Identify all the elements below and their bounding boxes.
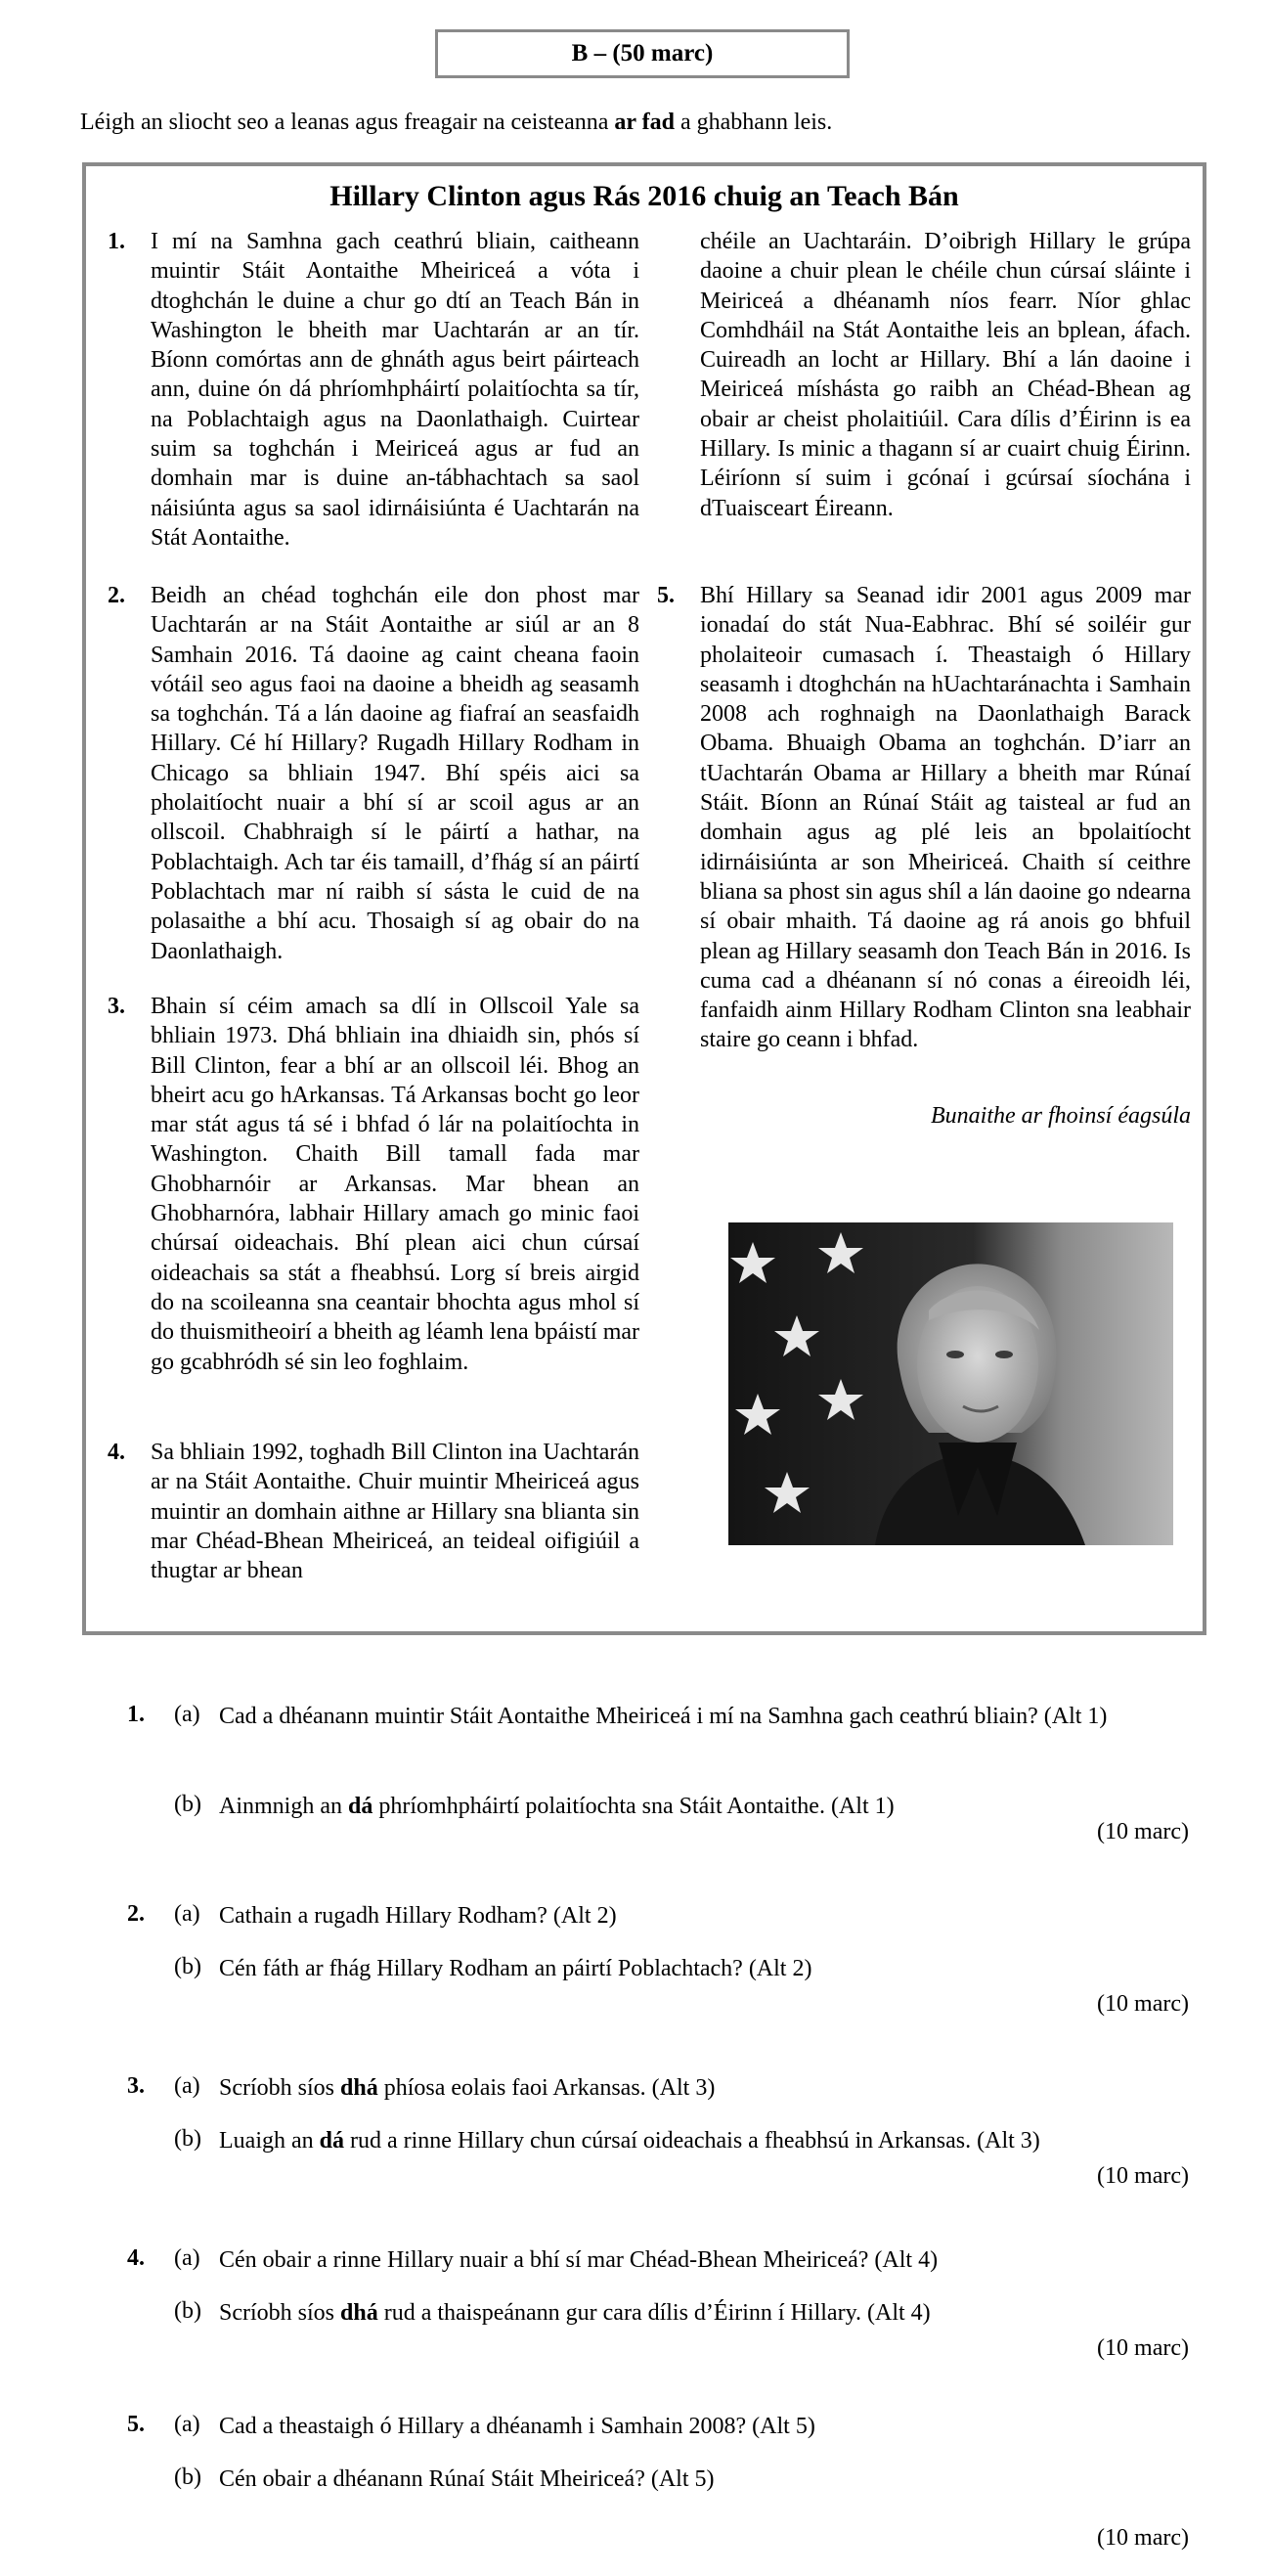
question-5b-text: Cén obair a dhéanann Rúnaí Stáit Mheiriceá? (Alt 5): [219, 2466, 715, 2492]
question-part-label: (b): [174, 1954, 201, 1979]
question-marks: (10 marc): [1097, 2335, 1189, 2361]
question-number: 4.: [127, 2245, 145, 2271]
question-5a-text: Cad a theastaigh ó Hillary a dhéanamh i Samhain 2008? (Alt 5): [219, 2414, 815, 2439]
paragraph-5: [657, 581, 1191, 1055]
paragraph-3: [108, 992, 639, 1377]
question-4b-text: Scríobh síos dhá rud a thaispeánann gur cara dílis d’Éirinn í Hillary. (Alt 4): [219, 2300, 931, 2326]
question-3b-text: Luaigh an dá rud a rinne Hillary chun cúrsaí oideachais a fheabhsú in Arkansas. (Alt 3): [219, 2128, 1040, 2154]
paragraph-1: [108, 227, 639, 553]
instruction-bold: ar fad: [614, 110, 675, 135]
question-1a-text: Cad a dhéanann muintir Stáit Aontaithe Mheiriceá i mí na Samhna gach ceathrú bliain? (Alt 1): [219, 1704, 1108, 1729]
paragraph-number: 5.: [657, 583, 675, 608]
question-number: 1.: [127, 1702, 145, 1727]
question-part-label: (a): [174, 2245, 200, 2271]
paragraph-text: Beidh an chéad toghchán eile don phost mar Uachtarán ar na Stáit Aontaithe ar siúl ar an 8 Samhain 2016. Tá daoine ag caint cheana faoin vótáil seo agus faoi na daoine a bheidh ag seasamh sa toghchán. Tá a lán daoine ag fiafraí an seasfaidh Hillary. Cé hí Hillary? Rugadh Hillary Rodham in Chicago sa bhliain 1947. Bhí spéis aici sa pholaitíocht nuair a bhí sí ar scoil agus ar an ollscoil. Chabhraigh sí le páirtí a hathar, na Poblachtaigh. Ach tar éis tamaill, d’fhág sí an páirtí Poblachtach mar ní raibh sí sásta le cuid de na polasaithe a bhí acu. Thosaigh sí ag obair do na Daonlathaigh.: [151, 583, 639, 964]
question-number: 5.: [127, 2412, 145, 2437]
question-2a-text: Cathain a rugadh Hillary Rodham? (Alt 2): [219, 1903, 617, 1929]
question-part-label: (b): [174, 2126, 201, 2152]
passage-title: Hillary Clinton agus Rás 2016 chuig an Teach Bán: [329, 180, 959, 212]
instruction-text: [80, 110, 832, 136]
paragraph-2: [108, 581, 639, 966]
paragraph-4-continued: [700, 227, 1191, 523]
section-header-box: [435, 29, 850, 78]
question-part-label: (a): [174, 1901, 200, 1927]
question-3a-text: Scríobh síos dhá phíosa eolais faoi Arkansas. (Alt 3): [219, 2075, 716, 2101]
question-marks: (10 marc): [1097, 1991, 1189, 2017]
paragraph-text: Bhí Hillary sa Seanad idir 2001 agus 2009 mar ionadaí do stát Nua-Eabhrac. Bhí sé soiléir gur pholaiteoir cumasach í. Theastaigh ó Hillary seasamh i dtoghchán na hUachtaránachta i Samhain 2008 ach roghnaigh na Daonlathaigh Barack Obama. Bhuaigh Obama an toghchán. D’iarr an tUachtarán Obama ar Hillary a bheith mar Rúnaí Stáit. Bíonn an Rúnaí Stáit ag taisteal ar fud an domhain agus ag plé leis an bpolaitíocht idirnáisiúnta ar son Mheiriceá. Chaith sí ceithre bliana sa phost sin agus shíl a lán daoine go ndearna sí obair mhaith. Tá daoine ag rá anois go bhfuil plean ag Hillary seasamh don Teach Bán in 2016. Is cuma cad a dhéanann sí nó conas a éireoidh léi, fanfaidh ainm Hillary Rodham Clinton sna leabhair staire go ceann i bhfad.: [700, 583, 1191, 1053]
instruction-post: a ghabhann leis.: [674, 110, 833, 135]
question-part-label: (a): [174, 2073, 200, 2099]
paragraph-text: Bhain sí céim amach sa dlí in Ollscoil Yale sa bhliain 1973. Dhá bhliain ina dhiaidh sin, phós sí Bill Clinton, fear a bhí ar an ollscoil léi. Bhog an bheirt acu go hArkansas. Tá Arkansas bocht go leor mar stát agus tá sé i bhfad ó lár na polaitíochta in Washington. Chaith Bill tamall fada mar Ghobharnóir ar Arkansas. Mar bhean an Ghobharnóra, labhair Hillary amach go minic faoi chúrsaí oideachais. Bhí plean aici chun cúrsaí oideachais sa stát a fheabhsú. Lorg sí breis airgid do na scoileanna sna ceantair bhochta agus mhol sí do thuismitheoirí a bheith ag léamh lena bpáistí mar go gcabhródh sé sin leo foghlaim.: [151, 994, 639, 1375]
question-number: 2.: [127, 1901, 145, 1927]
question-part-label: (a): [174, 2412, 200, 2437]
photo-hillary-clinton: [728, 1222, 1173, 1545]
paragraph-number: 1.: [108, 229, 125, 254]
paragraph-number: 4.: [108, 1440, 125, 1465]
section-label: B – (50 marc): [571, 40, 714, 67]
paragraph-4: [108, 1438, 639, 1585]
source-credit: Bunaithe ar fhoinsí éagsúla: [931, 1103, 1191, 1129]
question-part-label: (a): [174, 1702, 200, 1727]
question-marks: (10 marc): [1097, 2163, 1189, 2189]
question-part-label: (b): [174, 2465, 201, 2490]
photo-illustration: [728, 1222, 1173, 1545]
question-number: 3.: [127, 2073, 145, 2099]
question-1b-text: Ainmnigh an dá phríomhpháirtí polaitíochta sna Stáit Aontaithe. (Alt 1): [219, 1794, 895, 1819]
paragraph-text: Sa bhliain 1992, toghadh Bill Clinton ina Uachtarán ar na Stáit Aontaithe. Chuir muintir Mheiriceá agus muintir an domhain aithne ar Hillary sna blianta sin mar Chéad-Bhean Mheiriceá, an teideal oifigiúil a thugtar ar bhean: [151, 1440, 639, 1584]
instruction-pre: Léigh an sliocht seo a leanas agus freagair na ceisteanna: [80, 110, 615, 135]
question-marks: (10 marc): [1097, 2525, 1189, 2551]
paragraph-number: 3.: [108, 994, 125, 1019]
paragraph-text: I mí na Samhna gach ceathrú bliain, caitheann muintir Stáit Aontaithe Mheiriceá a vóta i dtoghchán le duine a chur go dtí an Teach Bán in Washington le bheith mar Uachtarán ar an tír. Bíonn comórtas ann de ghnáth agus beirt páirteach ann, duine ón dá phríomhpháirtí polaitíochta sa tír, na Poblachtaigh agus na Daonlathaigh. Cuirtear suim sa toghchán i Meiriceá agus ar fud an domhain mar is duine an-tábhachtach sa saol náisiúnta agus sa saol idirnáisiúnta é Uachtarán na Stát Aontaithe.: [151, 229, 639, 551]
paragraph-text: chéile an Uachtaráin. D’oibrigh Hillary le grúpa daoine a chuir plean le chéile chun cúrsaí sláinte i Meiriceá a dhéanamh níos fearr. Níor ghlac Comhdháil na Stát Aontaithe leis an bplean, áfach. Cuireadh an locht ar Hillary. Bhí a lán daoine i Meiriceá míshásta go raibh an Chéad-Bhean ag obair ar cheist pholaitiúil. Cara dílis d’Éirinn is ea Hillary. Is minic a thagann sí ar cuairt chuig Éirinn. Léiríonn sí suim i gcónaí i gcúrsaí síochána i dTuaisceart Éireann.: [700, 229, 1191, 521]
question-part-label: (b): [174, 1792, 201, 1817]
question-2b-text: Cén fáth ar fhág Hillary Rodham an páirtí Poblachtach? (Alt 2): [219, 1956, 812, 1981]
question-4a-text: Cén obair a rinne Hillary nuair a bhí sí mar Chéad-Bhean Mheiriceá? (Alt 4): [219, 2247, 939, 2273]
question-part-label: (b): [174, 2298, 201, 2324]
passage-box: [82, 162, 1206, 1635]
paragraph-number: 2.: [108, 583, 125, 608]
question-marks: (10 marc): [1097, 1819, 1189, 1844]
